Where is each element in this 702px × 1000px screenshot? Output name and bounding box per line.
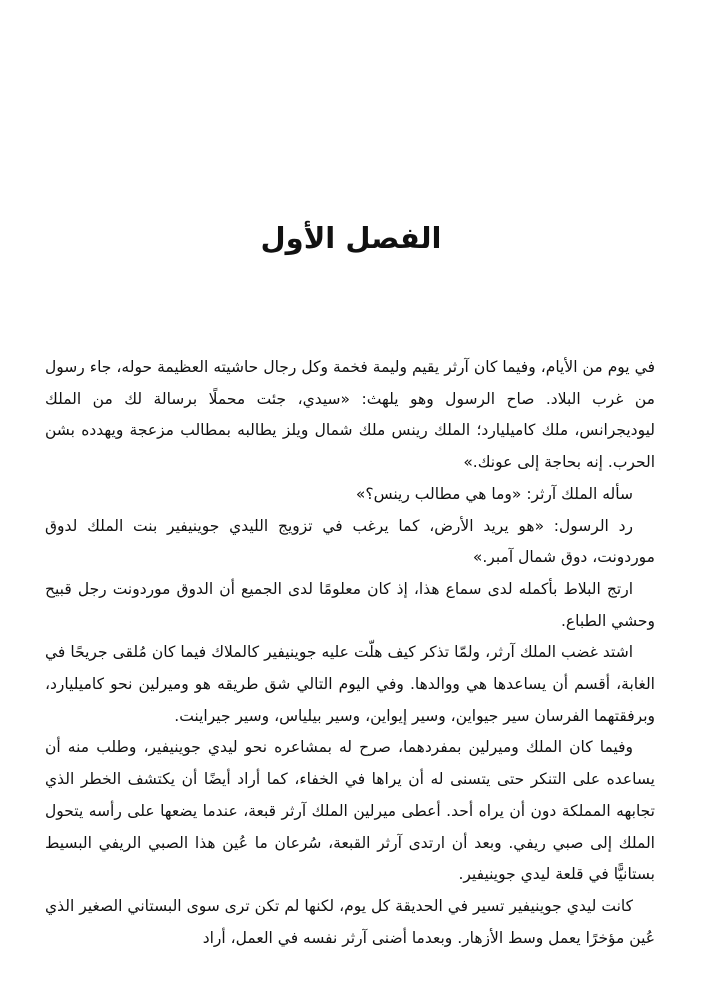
chapter-body bbox=[45, 352, 655, 954]
chapter-title: الفصل الأول bbox=[260, 221, 442, 255]
paragraph-3: رد الرسول: «هو يريد الأرض، كما يرغب في تزويج الليدي جوينيفير بنت الملك لدوق موردونت، دوق شمال آمبر.» bbox=[45, 516, 655, 567]
paragraph-6: وفيما كان الملك وميرلين بمفردهما، صرح له بمشاعره نحو ليدي جوينيفير، وطلب منه أن يساعده على التنكر حتى يتسنى له أن يراها في الخفاء، كما أراد أيضًا أن يكتشف الخطر الذي تجابهه المملكة دون أن يراه أحد. أعطى ميرلين الملك آرثر قبعة، عندما يضعها على رأسه يتحول الملك إلى صبي ريفي. وبعد أن ارتدى آرثر القبعة، سُرعان ما عُين هذا الصبي الريفي البسيط بستانيًّا في قلعة ليدي جوينيفير. bbox=[45, 738, 655, 884]
paragraph-4: ارتج البلاط بأكمله لدى سماع هذا، إذ كان معلومًا لدى الجميع أن الدوق موردونت رجل قبيح وحشي الطباع. bbox=[45, 579, 655, 630]
paragraph-5: اشتد غضب الملك آرثر، ولمّا تذكر كيف هلّت عليه جوينيفير كالملاك فيما كان مُلقى جريحًا في الغابة، أقسم أن يساعدها هي ووالدها. وفي اليوم التالي شق طريقه هو وميرلين نحو كاميليارد، وبرفقتهما الفرسان سير جيواين، وسير إيواين، وسير بيلياس، وسير جيراينت. bbox=[45, 643, 655, 725]
paragraph-2: سأله الملك آرثر: «وما هي مطالب رينس؟» bbox=[355, 484, 633, 503]
paragraph-1: في يوم من الأيام، وفيما كان آرثر يقيم وليمة فخمة وكل رجال حاشيته العظيمة حوله، جاء رسول من غرب البلاد. صاح الرسول وهو يلهث: «سيدي، جئت محملًا برسالة لك من الملك ليوديجرانس، ملك كاميليارد؛ الملك رينس ملك شمال ويلز يطالبه بمطالب مزعجة ويهدده بشن الحرب. إنه بحاجة إلى عونك.» bbox=[45, 358, 655, 472]
paragraph-7: كانت ليدي جوينيفير تسير في الحديقة كل يوم، لكنها لم تكن ترى سوى البستاني الصغير الذي عُين مؤخرًا يعمل وسط الأزهار. وبعدما أضنى آرثر نفسه في العمل، أراد bbox=[45, 896, 655, 947]
